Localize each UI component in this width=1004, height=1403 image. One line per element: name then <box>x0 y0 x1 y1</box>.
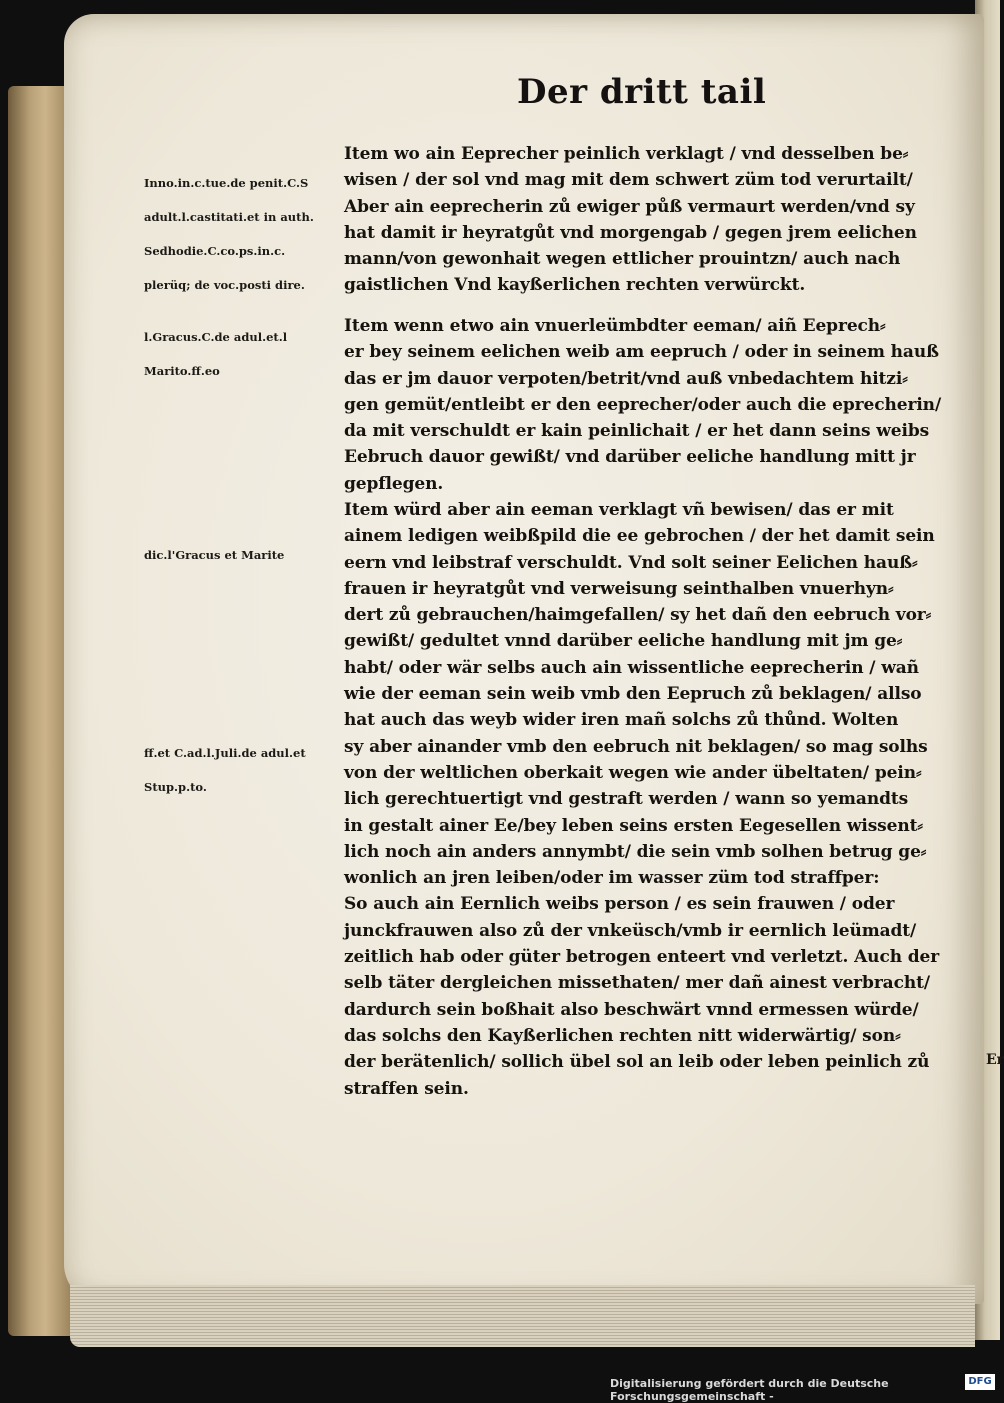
paragraph-3 <box>344 497 940 1102</box>
text-line: in gestalt ainer Ee/bey leben seins ersten Eegesellen wissent⸗ <box>344 815 923 836</box>
text-line: selb täter dergleichen missethaten/ mer dañ ainest verbracht/ <box>344 973 930 994</box>
margin-note-line: adult.l.castitati.et in auth. <box>144 210 314 224</box>
text-line: Eebruch dauor gewißt/ vnd darüber eeliche handlung mitt jr <box>344 447 916 468</box>
dfg-logo: DFG <box>965 1374 995 1390</box>
text-line: von der weltlichen oberkait wegen wie ander übeltaten/ pein⸗ <box>344 762 922 783</box>
text-line: gewißt/ gedultet vnnd darüber eeliche handlung mit jm ge⸗ <box>344 631 903 652</box>
text-line: junckfrauwen also zů der vnkeüsch/vmb ir eernlich leümadt/ <box>344 920 917 941</box>
text-line: straffen sein. <box>344 1078 469 1099</box>
text-line: lich noch ain anders annymbt/ die sein vmb solhen betrug ge⸗ <box>344 841 927 862</box>
running-head: Der dritt tail <box>517 72 767 112</box>
text-line: wie der eeman sein weib vmb den Eepruch zů beklagen/ allso <box>344 684 922 705</box>
margin-note-line: ff.et C.ad.l.Juli.de adul.et <box>144 746 306 760</box>
paragraph-2 <box>344 313 942 497</box>
margin-note-2 <box>136 312 287 380</box>
margin-note-line: l.Gracus.C.de adul.et.l <box>144 330 288 344</box>
text-line: So auch ain Eernlich weibs person / es sein frauwen / oder <box>344 894 895 915</box>
text-line: der berätenlich/ sollich übel sol an leib oder leben peinlich zů <box>344 1052 930 1073</box>
text-line: dardurch sein boßhait also beschwärt vnnd ermessen würde/ <box>344 999 919 1020</box>
text-line: habt/ oder wär selbs auch ain wissentliche eeprecherin / wañ <box>344 657 919 678</box>
margin-note-line: dic.l'Gracus et Marite <box>144 548 285 562</box>
text-line: frauen ir heyratgůt vnd verweisung seinthalben vnuerhyn⸗ <box>344 578 894 599</box>
text-line: gaistlichen Vnd kayßerlichen rechten verwürckt. <box>344 275 806 296</box>
text-line: Item würd aber ain eeman verklagt vñ bewisen/ das er mit <box>344 500 894 520</box>
paragraph-1 <box>344 141 934 299</box>
text-line: mann/von gewonhait wegen ettlicher prouintzn/ auch nach <box>344 249 901 270</box>
margin-note-line: Marito.ff.eo <box>144 364 220 378</box>
text-line: da mit verschuldt er kain peinlichait / er het dann seins weibs <box>344 421 930 442</box>
next-page-fragment: Er <box>986 1052 1004 1068</box>
margin-note-1 <box>136 158 314 294</box>
margin-note-4 <box>136 728 306 796</box>
text-line: dert zů gebrauchen/haimgefallen/ sy het dañ den eebruch vor⸗ <box>344 605 932 626</box>
text-line: lich gerechtuertigt vnd gestraft werden / wann so yemandts <box>344 789 909 810</box>
text-line: Item wenn etwo ain vnuerleümbdter eeman/ aiñ Eeprech⸗ <box>344 316 886 336</box>
text-line: ainem ledigen weibßpild die ee gebrochen / der het damit sein <box>344 526 935 547</box>
margin-note-3 <box>136 530 284 564</box>
text-line: wisen / der sol vnd mag mit dem schwert züm tod verurtailt/ <box>344 170 913 191</box>
text-line: gen gemüt/entleibt er den eeprecher/oder auch die eprecherin/ <box>344 394 942 415</box>
text-line: gepflegen. <box>344 473 444 494</box>
text-line: er bey seinem eelichen weib am eepruch / oder in seinem hauß <box>344 342 939 363</box>
margin-note-line: Stup.p.to. <box>144 780 207 794</box>
book-spine <box>8 86 70 1336</box>
digitization-credit: Digitalisierung gefördert durch die Deutsche Forschungsgemeinschaft - <box>610 1377 889 1403</box>
margin-note-line: Inno.in.c.tue.de penit.C.S <box>144 176 309 190</box>
text-line: wonlich an jren leiben/oder im wasser züm tod straffper: <box>344 868 880 889</box>
margin-note-line: plerüq; de voc.posti dire. <box>144 278 305 292</box>
text-line: zeitlich hab oder güter betrogen enteert vnd verletzt. Auch der <box>344 947 940 968</box>
text-line: das er jm dauor verpoten/betrit/vnd auß vnbedachtem hitzi⸗ <box>344 368 908 389</box>
text-line: eern vnd leibstraf verschuldt. Vnd solt seiner Eelichen hauß⸗ <box>344 552 918 573</box>
margin-note-line: Sedhodie.C.co.ps.in.c. <box>144 244 286 258</box>
text-line: Item wo ain Eeprecher peinlich verklagt / vnd desselben be⸗ <box>344 144 909 164</box>
text-line: Aber ain eeprecherin zů ewiger půß vermaurt werden/vnd sy <box>344 196 915 217</box>
text-line: sy aber ainander vmb den eebruch nit beklagen/ so mag solhs <box>344 736 928 757</box>
text-line: hat auch das weyb wider iren mañ solchs zů thůnd. Wolten <box>344 710 899 731</box>
page-edges <box>70 1285 975 1347</box>
text-line: hat damit ir heyratgůt vnd morgengab / gegen jrem eelichen <box>344 222 917 243</box>
text-line: das solchs den Kayßerlichen rechten nitt widerwärtig/ son⸗ <box>344 1025 901 1046</box>
